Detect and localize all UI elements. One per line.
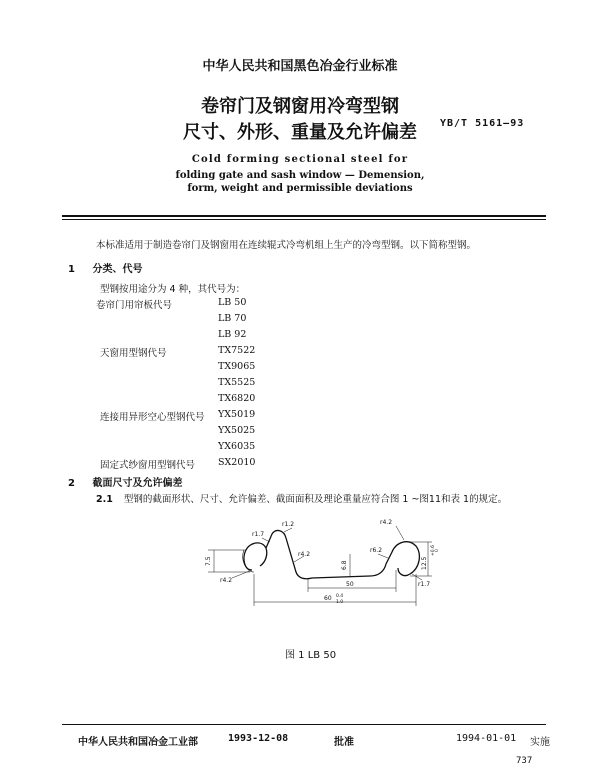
code-lb50: LB 50 (218, 297, 247, 308)
code-tx7522: TX7522 (218, 345, 256, 356)
english-title-line-2: folding gate and sash window — Demension, (175, 170, 425, 181)
label-r4-2-right: r4.2 (380, 519, 393, 526)
code-tx9065: TX9065 (218, 361, 256, 372)
section-1-title: 分类、代号 (92, 264, 143, 275)
section-1-lead: 型钢按用途分为 4 种，其代号为： (100, 284, 246, 295)
group-label-connector: 连接用异形空心型钢代号 (100, 412, 205, 423)
code-lb92: LB 92 (218, 329, 247, 340)
title-line-2: 尺寸、外形、重量及允许偏差 (183, 122, 417, 143)
tol-12-5-plus: +0.6 (431, 545, 436, 556)
group-label-screen: 固定式纱窗用型钢代号 (100, 460, 196, 471)
label-r6-2: r6.2 (370, 547, 383, 554)
group-label-skylight: 天窗用型钢代号 (100, 348, 167, 359)
code-sx2010: SX2010 (218, 457, 256, 468)
title-line-1: 卷帘门及钢窗用冷弯型钢 (201, 96, 399, 117)
code-lb70: LB 70 (218, 313, 247, 324)
page-number: 737 (516, 756, 533, 766)
issue-suffix: 批准 (334, 737, 354, 748)
dim-6-8: 6.8 (341, 560, 348, 570)
code-tx6820: TX6820 (218, 393, 256, 404)
code-yx6035: YX6035 (218, 441, 256, 452)
tol-60-minus: 1.0 (336, 600, 344, 605)
code-tx5525: TX5525 (218, 377, 256, 388)
section-2-heading (68, 474, 182, 489)
clause-2-1-number: 2.1 (96, 494, 113, 505)
standard-code: YB/T 5161—93 (440, 118, 525, 129)
effective-date: 1994-01-01 (456, 733, 517, 744)
profile-outline (244, 531, 419, 579)
dim-60: 60 (324, 595, 332, 602)
section-1-number: 1 (68, 264, 75, 275)
figure-1-caption: 图 1 LB 50 (285, 650, 337, 661)
dim-7-5: 7.5 (205, 556, 212, 566)
tol-60-plus: 0.4 (336, 594, 344, 599)
label-r4-2-left: r4.2 (220, 577, 233, 584)
clause-2-1-text: 型钢的截面形状、尺寸、允许偏差、截面面积及理论重量应符合图 1 ~图11和表 1的规定。 (123, 494, 508, 505)
section-2-number: 2 (68, 478, 75, 489)
tol-12-5-minus: 0 (435, 549, 440, 552)
code-yx5019: YX5019 (218, 409, 256, 420)
english-title-line-1: Cold forming sectional steel for (191, 154, 409, 165)
effective-suffix: 实施 (530, 737, 550, 748)
english-title-line-3: form, weight and permissible deviations (187, 183, 413, 194)
label-r4-2-mid: r4.2 (298, 551, 311, 558)
label-r1-7-right: r1.7 (418, 581, 431, 588)
section-2-title: 截面尺寸及允许偏差 (92, 478, 183, 489)
dim-12-5: 12.5 (421, 556, 428, 570)
issue-date: 1993-12-08 (228, 733, 289, 744)
top-rule (62, 215, 546, 217)
figure-1-lb50-section (200, 512, 440, 622)
group-label-curtain: 卷帘门用帘板代号 (96, 300, 173, 311)
intro-paragraph: 本标准适用于制造卷帘门及钢窗用在连续辊式冷弯机组上生产的冷弯型钢。以下简称型钢。 (96, 240, 477, 251)
section-1-heading (68, 260, 142, 275)
bottom-rule (62, 724, 546, 725)
issuer: 中华人民共和国冶金工业部 (78, 737, 198, 748)
label-r1-7-left: r1.7 (252, 531, 265, 538)
clause-2-1 (96, 491, 507, 505)
label-r1-2-left: r1.2 (282, 521, 295, 528)
code-yx5025: YX5025 (218, 425, 256, 436)
dim-50: 50 (346, 581, 354, 588)
organization-header: 中华人民共和国黑色冶金行业标准 (202, 59, 398, 74)
top-rule-thin (62, 219, 546, 220)
